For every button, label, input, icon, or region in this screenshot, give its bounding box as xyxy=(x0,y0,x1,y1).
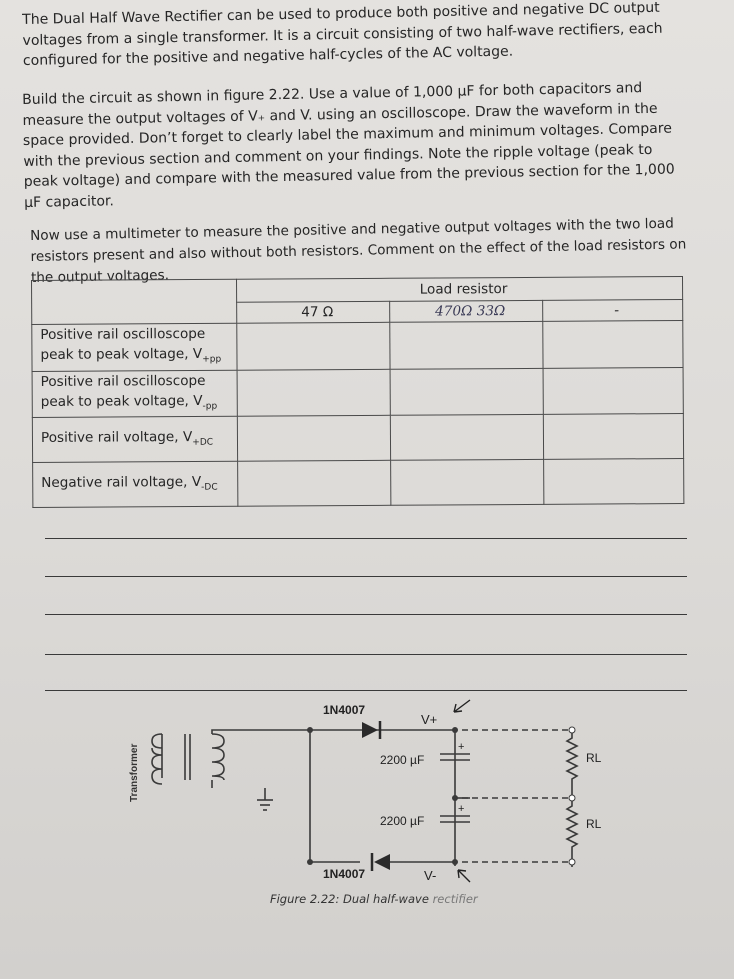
intro-paragraph: The Dual Half Wave Rectifier can be used to produce both positive and negative DC output voltages from a single transformer. It is a circuit consisting of two half-wave rectifiers, each configured for the positive and negative half-cycles of the AC voltage. xyxy=(22,0,663,69)
table-cell[interactable] xyxy=(238,461,391,507)
cap-top-label: 2200 µF xyxy=(380,753,425,767)
figure-caption: Figure 2.22: Dual half-wave rectifier xyxy=(270,892,478,906)
answer-line[interactable] xyxy=(45,654,687,655)
handwritten-arrow-bottom xyxy=(458,870,470,882)
transformer-label: Transformer xyxy=(129,743,140,802)
diode-top xyxy=(362,721,380,739)
col-47-ohm: 47 Ω xyxy=(237,301,390,323)
table-cell[interactable] xyxy=(543,367,683,415)
diode-bottom xyxy=(372,853,390,871)
table-cell[interactable] xyxy=(543,321,683,369)
load-resistor-header: Load resistor xyxy=(236,277,682,303)
table-row xyxy=(32,414,683,463)
table-row xyxy=(32,321,683,372)
row-label: Positive rail voltage, $V_{+DC}$ xyxy=(32,417,237,463)
load-resistor-bottom xyxy=(567,798,577,867)
transformer-symbol xyxy=(152,734,224,784)
answer-line[interactable] xyxy=(45,614,687,615)
table-row xyxy=(32,367,683,418)
table-cell[interactable] xyxy=(237,369,390,417)
cap-bottom-plus: + xyxy=(458,803,465,815)
table-cell[interactable] xyxy=(543,414,683,460)
rl-top-label: RL xyxy=(586,751,602,765)
vminus-label: V- xyxy=(424,868,437,883)
instructions-paragraph: Build the circuit as shown in figure 2.22. Use a value of 1,000 µF for both capacitors and measure the output voltages of V₊ and V. using an oscilloscope. Draw the waveform in the space provided. Don’t forget to clearly label the maximum and minimum voltages. Compare with the previous section and comment on your findings. Note the ripple voltage (peak to peak voltage) and compare with the measured value from the previous section for the 1,000 µF capacitor. xyxy=(22,80,675,211)
table-cell[interactable] xyxy=(390,368,543,416)
handwritten-arrow-top xyxy=(454,700,470,712)
row-label: Negative rail voltage, $V_{-DC}$ xyxy=(33,462,238,508)
vplus-label: V+ xyxy=(421,712,438,727)
table-cell[interactable] xyxy=(390,321,543,369)
cap-bottom-label: 2200 µF xyxy=(380,814,425,828)
rl-bottom-label: RL xyxy=(586,817,602,831)
table-cell[interactable] xyxy=(390,415,543,461)
table-cell[interactable] xyxy=(237,322,390,370)
load-resistor-top xyxy=(567,730,577,797)
table-cell[interactable] xyxy=(544,459,684,505)
diode-top-label: 1N4007 xyxy=(323,703,366,717)
diode-bottom-label: 1N4007 xyxy=(323,867,366,881)
answer-line[interactable] xyxy=(45,576,687,577)
ground-symbol xyxy=(257,788,273,810)
row-label: Positive rail oscilloscope peak to peak voltage, $V_{-pp}$ xyxy=(32,370,237,418)
table-corner-cell xyxy=(32,279,237,324)
col-handwritten-resistor: 470Ω 33Ω xyxy=(390,300,543,322)
cap-top-plus: + xyxy=(458,741,465,753)
results-table xyxy=(31,276,684,508)
table-cell[interactable] xyxy=(391,460,544,506)
answer-line[interactable] xyxy=(45,538,687,539)
table-cell[interactable] xyxy=(237,416,390,462)
row-label: Positive rail oscilloscope peak to peak voltage, $V_{+pp}$ xyxy=(32,323,237,371)
table-row xyxy=(33,459,684,508)
dual-half-wave-rectifier-schematic xyxy=(0,690,734,890)
col-no-resistor: - xyxy=(543,300,683,322)
multimeter-paragraph: Now use a multimeter to measure the positive and negative output voltages with the two load resistors present and also without both resistors. Comment on the effect of the load resistors on the output voltages. xyxy=(30,215,687,286)
